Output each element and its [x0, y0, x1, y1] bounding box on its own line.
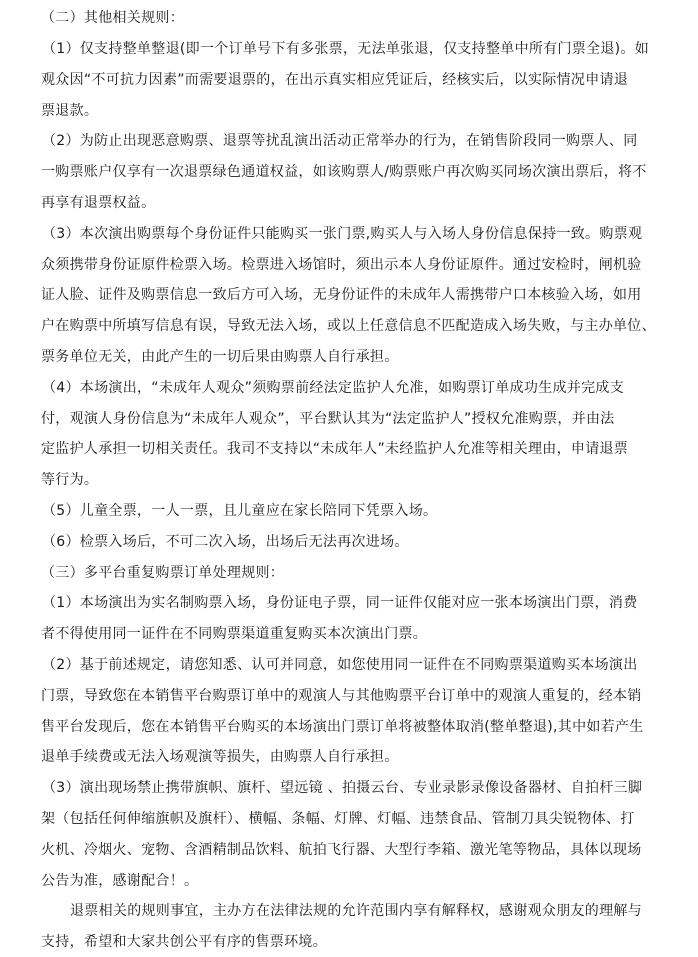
rule-3-3-line-3: 火机、冷烟火、宠物、含酒精制品饮料、航拍飞行器、大型行李箱、激光笔等物品，具体以现场 — [41, 842, 642, 858]
section-heading-2: （二）其他相关规则： — [41, 10, 184, 26]
rule-2-3-line-2: 众须携带身份证原件检票入场。检票进入场馆时，须出示本人身份证原件。通过安检时，闸机验 — [41, 257, 642, 273]
rule-2-1-line-1: （1）仅支持整单整退(即一个订单号下有多张票，无法单张退，仅支持整单中所有门票全退)。如 — [42, 41, 650, 57]
rule-3-1-line-2: 者不得使用同一证件在不同购票渠道重复购买本次演出门票。 — [41, 626, 428, 642]
rule-2-3-line-5: 票务单位无关，由此产生的一切后果由购票人自行承担。 — [41, 349, 399, 365]
rule-3-2-line-2: 门票，导致您在本销售平台购票订单中的观演人与其他购票平台订单中的观演人重复的，经本销 — [41, 688, 642, 704]
rule-2-2-line-1: （2）为防止出现恶意购票、退票等扰乱演出活动正常举办的行为，在销售阶段同一购票人、同 — [42, 133, 638, 149]
rule-2-3-line-3: 证人脸、证件及购票信息一致后方可入场，无身份证件的未成年人需携带户口本核验入场，如用 — [41, 287, 642, 303]
rule-2-1-line-2: 观众因“不可抗力因素”而需要退票的，在出示真实相应凭证后，经核实后，以实际情况申请退 — [41, 72, 629, 88]
rule-2-4-line-3: 定监护人承担一切相关责任。我司不支持以“未成年人”未经监护人允准等相关理由，申请退票 — [41, 441, 629, 457]
rule-2-6: （6）检票入场后，不可二次入场，出场后无法再次进场。 — [42, 534, 409, 550]
rule-3-2-line-3: 售平台发现后，您在本销售平台购买的本场演出门票订单将被整体取消(整单整退),其中如若产生 — [41, 719, 644, 735]
rule-2-2-line-3: 再享有退票权益。 — [41, 195, 156, 211]
section-heading-3: （三）多平台重复购票订单处理规则： — [41, 565, 285, 581]
rule-2-2-line-2: 一购票账户仅享有一次退票绿色通道权益，如该购票人/购票账户再次购买同场次演出票后，将不 — [41, 164, 647, 180]
rule-2-4-line-2: 付，观演人身份信息为“未成年人观众”，平台默认其为“法定监护人”授权允准购票，并由法 — [41, 411, 615, 427]
closing-paragraph-line-2: 支持，希望和大家共创公平有序的售票环境。 — [41, 934, 327, 950]
rule-2-4-line-4: 等行为。 — [41, 472, 99, 488]
rule-3-3-line-2: 架（包括任何伸缩旗帜及旗杆）、横幅、条幅、灯牌、灯幅、违禁食品、管制刀具尖锐物体、打 — [41, 811, 635, 827]
rule-3-2-line-4: 退单手续费或无法入场观演等损失，由购票人自行承担。 — [41, 749, 399, 765]
rule-3-3-line-4: 公告为准，感谢配合！。 — [41, 873, 199, 889]
rule-3-3-line-1: （3）演出现场禁止携带旗帜、旗杆、望远镜 、拍摄云台、专业录影录像设备器材、自拍杆三脚 — [42, 780, 643, 796]
rule-2-1-line-3: 票退款。 — [41, 103, 99, 119]
rule-2-4-line-1: （4）本场演出，“未成年人观众”须购票前经法定监护人允准，如购票订单成功生成并完成支 — [42, 380, 625, 396]
rule-3-2-line-1: （2）基于前述规定，请您知悉、认可并同意，如您使用同一证件在不同购票渠道购买本场演出 — [42, 657, 638, 673]
rule-2-3-line-4: 户在购票中所填写信息有误，导致无法入场，或以上任意信息不匹配造成入场失败，与主办单位、 — [41, 318, 656, 334]
closing-paragraph-line-1: 退票相关的规则事宜，主办方在法律法规的允许范围内享有解释权，感谢观众朋友的理解与 — [70, 903, 642, 919]
rule-2-5: （5）儿童全票，一人一票，且儿童应在家长陪同下凭票入场。 — [42, 503, 438, 519]
rule-2-3-line-1: （3）本次演出购票每个身份证件只能购买一张门票,购买人与入场人身份信息保持一致。购票观 — [42, 226, 643, 242]
rule-3-1-line-1: （1）本场演出为实名制购票入场，身份证电子票，同一证件仅能对应一张本场演出门票，消费 — [42, 595, 638, 611]
